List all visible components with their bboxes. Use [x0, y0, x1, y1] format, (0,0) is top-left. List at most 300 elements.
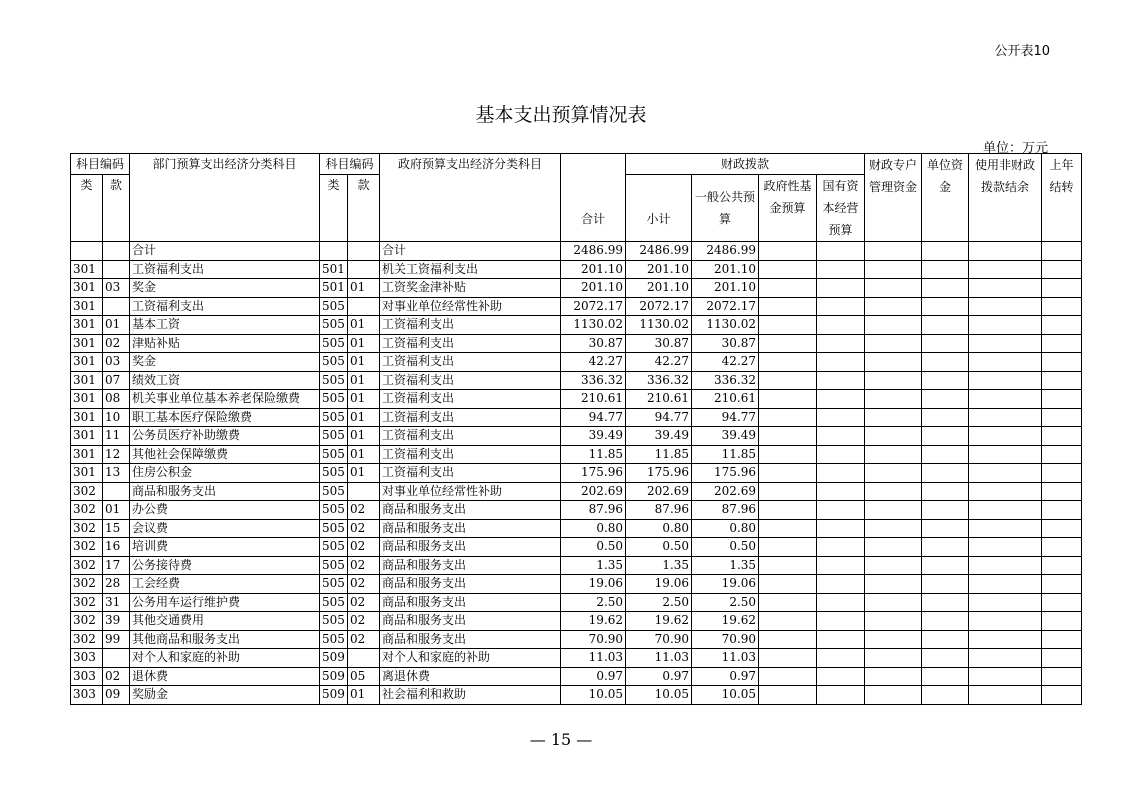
gov-class-code-cell: 505: [320, 612, 348, 631]
special-fund-cell: [865, 519, 922, 538]
dept-subject-cell: 办公费: [130, 501, 320, 520]
special-fund-cell: [865, 390, 922, 409]
state-capital-cell: [817, 686, 865, 705]
state-capital-cell: [817, 445, 865, 464]
special-fund-cell: [865, 297, 922, 316]
table-row: [71, 353, 1082, 372]
gov-subject-cell: 工资福利支出: [380, 353, 561, 372]
general-budget-cell: 1.35: [692, 556, 759, 575]
gov-item-code-cell: 01: [348, 353, 380, 372]
gov-item-code-cell: 02: [348, 519, 380, 538]
gov-fund-cell: [759, 445, 817, 464]
special-fund-cell: [865, 371, 922, 390]
subtotal-cell: 1130.02: [626, 316, 692, 335]
subtotal-header: 小计: [626, 175, 692, 242]
total-cell: 201.10: [561, 260, 626, 279]
special-fund-cell: [865, 575, 922, 594]
table-body: [71, 242, 1082, 705]
item-code-cell: [103, 242, 130, 261]
special-fund-cell: [865, 501, 922, 520]
table-row: [71, 242, 1082, 261]
general-budget-cell: 202.69: [692, 482, 759, 501]
total-cell: 201.10: [561, 279, 626, 298]
gov-subject-cell: 工资福利支出: [380, 334, 561, 353]
table-row: [71, 316, 1082, 335]
total-header: 合计: [561, 154, 626, 242]
general-budget-cell: 2486.99: [692, 242, 759, 261]
unit-fund-cell: [922, 316, 969, 335]
dept-subject-cell: 其他交通费用: [130, 612, 320, 631]
non-fiscal-cell: [969, 279, 1042, 298]
subtotal-cell: 0.50: [626, 538, 692, 557]
gov-fund-cell: [759, 353, 817, 372]
class-code-cell: 302: [71, 501, 103, 520]
unit-fund-cell: [922, 464, 969, 483]
dept-item-header: 款: [103, 175, 130, 242]
gov-fund-cell: [759, 538, 817, 557]
non-fiscal-cell: [969, 464, 1042, 483]
unit-fund-cell: [922, 667, 969, 686]
dept-subject-cell: 奖金: [130, 279, 320, 298]
table-row: [71, 390, 1082, 409]
general-budget-cell: 39.49: [692, 427, 759, 446]
gov-item-code-cell: 01: [348, 390, 380, 409]
gov-class-code-cell: 509: [320, 649, 348, 668]
total-cell: 30.87: [561, 334, 626, 353]
gov-fund-cell: [759, 482, 817, 501]
gov-item-code-cell: 01: [348, 334, 380, 353]
gov-item-code-cell: 02: [348, 630, 380, 649]
last-year-cell: [1042, 649, 1082, 668]
dept-subject-cell: 合计: [130, 242, 320, 261]
general-budget-cell: 2.50: [692, 593, 759, 612]
non-fiscal-cell: [969, 612, 1042, 631]
dept-subject-cell: 会议费: [130, 519, 320, 538]
special-fund-cell: [865, 242, 922, 261]
dept-subject-cell: 奖金: [130, 353, 320, 372]
non-fiscal-cell: [969, 242, 1042, 261]
gov-subject-cell: 工资奖金津补贴: [380, 279, 561, 298]
gov-subject-cell: 社会福利和救助: [380, 686, 561, 705]
gov-item-code-cell: 01: [348, 371, 380, 390]
item-code-cell: 12: [103, 445, 130, 464]
class-code-cell: 302: [71, 630, 103, 649]
dept-subject-cell: 基本工资: [130, 316, 320, 335]
special-fund-cell: [865, 427, 922, 446]
total-cell: 1.35: [561, 556, 626, 575]
special-fund-cell: [865, 686, 922, 705]
gov-subject-cell: 商品和服务支出: [380, 630, 561, 649]
general-budget-cell: 175.96: [692, 464, 759, 483]
last-year-cell: [1042, 242, 1082, 261]
last-year-cell: [1042, 575, 1082, 594]
unit-fund-cell: [922, 612, 969, 631]
subtotal-cell: 87.96: [626, 501, 692, 520]
last-year-cell: [1042, 316, 1082, 335]
total-cell: 336.32: [561, 371, 626, 390]
gov-class-code-cell: 505: [320, 575, 348, 594]
gov-class-code-cell: 505: [320, 630, 348, 649]
gov-subject-cell: 商品和服务支出: [380, 612, 561, 631]
gov-item-code-cell: 01: [348, 408, 380, 427]
total-cell: 0.97: [561, 667, 626, 686]
total-cell: 94.77: [561, 408, 626, 427]
last-year-cell: [1042, 538, 1082, 557]
gov-item-code-cell: 02: [348, 575, 380, 594]
unit-fund-cell: [922, 575, 969, 594]
non-fiscal-cell: [969, 501, 1042, 520]
dept-subject-cell: 培训费: [130, 538, 320, 557]
dept-subject-header: 部门预算支出经济分类科目: [130, 154, 320, 242]
dept-subject-cell: 工资福利支出: [130, 297, 320, 316]
subtotal-cell: 11.03: [626, 649, 692, 668]
gov-item-code-cell: [348, 297, 380, 316]
last-year-cell: [1042, 630, 1082, 649]
last-year-cell: [1042, 519, 1082, 538]
gov-fund-cell: [759, 279, 817, 298]
dept-subject-cell: 对个人和家庭的补助: [130, 649, 320, 668]
gov-fund-cell: [759, 408, 817, 427]
item-code-cell: 11: [103, 427, 130, 446]
special-fund-cell: [865, 556, 922, 575]
last-year-cell: [1042, 612, 1082, 631]
gov-fund-header: 政府性基金预算: [759, 175, 817, 242]
item-code-cell: 09: [103, 686, 130, 705]
gov-subject-cell: 商品和服务支出: [380, 519, 561, 538]
special-fund-cell: [865, 260, 922, 279]
item-code-cell: [103, 260, 130, 279]
gov-fund-cell: [759, 464, 817, 483]
class-code-cell: 303: [71, 667, 103, 686]
special-fund-cell: [865, 612, 922, 631]
unit-fund-cell: [922, 334, 969, 353]
non-fiscal-cell: [969, 667, 1042, 686]
special-fund-cell: [865, 464, 922, 483]
non-fiscal-cell: [969, 353, 1042, 372]
subtotal-cell: 2486.99: [626, 242, 692, 261]
gov-class-code-cell: 505: [320, 297, 348, 316]
gov-fund-cell: [759, 242, 817, 261]
total-cell: 10.05: [561, 686, 626, 705]
class-code-cell: 302: [71, 538, 103, 557]
unit-fund-cell: [922, 482, 969, 501]
total-cell: 87.96: [561, 501, 626, 520]
table-row: [71, 260, 1082, 279]
gov-fund-cell: [759, 390, 817, 409]
subtotal-cell: 0.80: [626, 519, 692, 538]
special-fund-cell: [865, 316, 922, 335]
gov-item-code-cell: 02: [348, 556, 380, 575]
item-code-cell: 08: [103, 390, 130, 409]
state-capital-cell: [817, 538, 865, 557]
dept-subject-cell: 其他商品和服务支出: [130, 630, 320, 649]
table-row: [71, 538, 1082, 557]
non-fiscal-cell: [969, 260, 1042, 279]
last-year-cell: [1042, 371, 1082, 390]
non-fiscal-cell: [969, 593, 1042, 612]
non-fiscal-header: 使用非财政拨款结余: [969, 154, 1042, 242]
total-cell: 2.50: [561, 593, 626, 612]
state-capital-cell: [817, 464, 865, 483]
dept-subject-cell: 津贴补贴: [130, 334, 320, 353]
non-fiscal-cell: [969, 427, 1042, 446]
total-cell: 175.96: [561, 464, 626, 483]
class-code-cell: 301: [71, 427, 103, 446]
subtotal-cell: 19.06: [626, 575, 692, 594]
total-cell: 39.49: [561, 427, 626, 446]
class-code-cell: 301: [71, 260, 103, 279]
class-code-cell: 302: [71, 482, 103, 501]
gov-item-code-cell: [348, 482, 380, 501]
gov-fund-cell: [759, 371, 817, 390]
state-capital-cell: [817, 297, 865, 316]
non-fiscal-cell: [969, 316, 1042, 335]
last-year-cell: [1042, 297, 1082, 316]
table-row: [71, 464, 1082, 483]
class-code-cell: 301: [71, 464, 103, 483]
unit-fund-header: 单位资金: [922, 154, 969, 242]
total-cell: 19.62: [561, 612, 626, 631]
general-budget-cell: 210.61: [692, 390, 759, 409]
unit-fund-cell: [922, 408, 969, 427]
table-row: [71, 279, 1082, 298]
state-capital-cell: [817, 630, 865, 649]
gov-item-code-cell: [348, 649, 380, 668]
general-budget-cell: 0.80: [692, 519, 759, 538]
gov-class-code-cell: 509: [320, 686, 348, 705]
item-code-cell: 31: [103, 593, 130, 612]
gov-subject-cell: 离退休费: [380, 667, 561, 686]
special-fund-cell: [865, 408, 922, 427]
non-fiscal-cell: [969, 297, 1042, 316]
table-row: [71, 686, 1082, 705]
non-fiscal-cell: [969, 686, 1042, 705]
general-budget-cell: 42.27: [692, 353, 759, 372]
gov-class-code-cell: 501: [320, 279, 348, 298]
gov-item-code-cell: 01: [348, 686, 380, 705]
class-code-cell: 301: [71, 445, 103, 464]
gov-class-code-cell: 505: [320, 334, 348, 353]
gov-class-code-cell: 509: [320, 667, 348, 686]
subtotal-cell: 0.97: [626, 667, 692, 686]
general-budget-cell: 0.97: [692, 667, 759, 686]
dept-subject-cell: 退休费: [130, 667, 320, 686]
last-year-cell: [1042, 686, 1082, 705]
subtotal-cell: 2.50: [626, 593, 692, 612]
table-row: [71, 482, 1082, 501]
table-row: [71, 297, 1082, 316]
general-budget-cell: 11.85: [692, 445, 759, 464]
gov-subject-cell: 机关工资福利支出: [380, 260, 561, 279]
gov-fund-cell: [759, 630, 817, 649]
unit-fund-cell: [922, 390, 969, 409]
class-code-cell: [71, 242, 103, 261]
unit-fund-cell: [922, 501, 969, 520]
unit-fund-cell: [922, 297, 969, 316]
class-code-cell: 301: [71, 408, 103, 427]
unit-fund-cell: [922, 427, 969, 446]
general-budget-cell: 201.10: [692, 279, 759, 298]
unit-label: 单位：万元: [982, 141, 1048, 156]
gov-subject-cell: 工资福利支出: [380, 464, 561, 483]
state-capital-header: 国有资本经营预算: [817, 175, 865, 242]
item-code-cell: 17: [103, 556, 130, 575]
state-capital-cell: [817, 371, 865, 390]
class-code-cell: 301: [71, 353, 103, 372]
dept-subject-cell: 商品和服务支出: [130, 482, 320, 501]
table-row: [71, 427, 1082, 446]
gov-class-code-cell: 505: [320, 519, 348, 538]
general-budget-cell: 2072.17: [692, 297, 759, 316]
item-code-cell: [103, 297, 130, 316]
gov-class-code-cell: 501: [320, 260, 348, 279]
item-code-cell: 03: [103, 279, 130, 298]
general-budget-cell: 19.06: [692, 575, 759, 594]
dept-subject-cell: 公务用车运行维护费: [130, 593, 320, 612]
total-cell: 0.50: [561, 538, 626, 557]
non-fiscal-cell: [969, 649, 1042, 668]
gov-fund-cell: [759, 686, 817, 705]
special-fund-cell: [865, 353, 922, 372]
gov-item-code-cell: [348, 242, 380, 261]
last-year-cell: [1042, 334, 1082, 353]
last-year-cell: [1042, 353, 1082, 372]
gov-fund-cell: [759, 501, 817, 520]
gov-subject-cell: 工资福利支出: [380, 390, 561, 409]
subtotal-cell: 19.62: [626, 612, 692, 631]
total-cell: 210.61: [561, 390, 626, 409]
special-fund-cell: [865, 593, 922, 612]
gov-item-code-cell: 01: [348, 427, 380, 446]
last-year-cell: [1042, 408, 1082, 427]
gov-fund-cell: [759, 667, 817, 686]
gov-subject-cell: 商品和服务支出: [380, 538, 561, 557]
table-row: [71, 408, 1082, 427]
gov-class-code-cell: 505: [320, 593, 348, 612]
table-row: [71, 556, 1082, 575]
state-capital-cell: [817, 390, 865, 409]
gov-subject-cell: 工资福利支出: [380, 316, 561, 335]
last-year-cell: [1042, 279, 1082, 298]
special-fund-cell: [865, 445, 922, 464]
dept-class-header: 类: [71, 175, 103, 242]
gov-class-code-cell: 505: [320, 556, 348, 575]
unit-fund-cell: [922, 279, 969, 298]
gov-subject-cell: 对事业单位经常性补助: [380, 297, 561, 316]
class-code-cell: 302: [71, 556, 103, 575]
dept-subject-cell: 奖励金: [130, 686, 320, 705]
class-code-cell: 301: [71, 371, 103, 390]
gov-subject-cell: 商品和服务支出: [380, 593, 561, 612]
gov-fund-cell: [759, 260, 817, 279]
last-year-header: 上年结转: [1042, 154, 1082, 242]
dept-subject-cell: 机关事业单位基本养老保险缴费: [130, 390, 320, 409]
gov-item-code-cell: [348, 260, 380, 279]
non-fiscal-cell: [969, 371, 1042, 390]
subtotal-cell: 11.85: [626, 445, 692, 464]
dept-subject-cell: 公务接待费: [130, 556, 320, 575]
subtotal-cell: 94.77: [626, 408, 692, 427]
total-cell: 1130.02: [561, 316, 626, 335]
dept-subject-cell: 工资福利支出: [130, 260, 320, 279]
gov-subject-cell: 商品和服务支出: [380, 575, 561, 594]
gov-fund-cell: [759, 427, 817, 446]
special-fund-cell: [865, 334, 922, 353]
unit-fund-cell: [922, 686, 969, 705]
item-code-cell: 02: [103, 667, 130, 686]
gov-class-code-cell: 505: [320, 316, 348, 335]
special-fund-cell: [865, 630, 922, 649]
subtotal-cell: 202.69: [626, 482, 692, 501]
gov-item-code-cell: 01: [348, 316, 380, 335]
special-fund-cell: [865, 482, 922, 501]
item-code-cell: 07: [103, 371, 130, 390]
item-code-cell: 39: [103, 612, 130, 631]
non-fiscal-cell: [969, 556, 1042, 575]
table-row: [71, 501, 1082, 520]
gov-fund-cell: [759, 649, 817, 668]
total-cell: 42.27: [561, 353, 626, 372]
dept-subject-cell: 公务员医疗补助缴费: [130, 427, 320, 446]
item-code-cell: 03: [103, 353, 130, 372]
general-budget-cell: 1130.02: [692, 316, 759, 335]
last-year-cell: [1042, 464, 1082, 483]
subtotal-cell: 201.10: [626, 279, 692, 298]
gov-item-code-cell: 01: [348, 445, 380, 464]
last-year-cell: [1042, 445, 1082, 464]
unit-fund-cell: [922, 519, 969, 538]
class-code-cell: 301: [71, 316, 103, 335]
class-code-cell: 303: [71, 686, 103, 705]
last-year-cell: [1042, 667, 1082, 686]
unit-fund-cell: [922, 593, 969, 612]
general-budget-cell: 70.90: [692, 630, 759, 649]
gov-subject-cell: 商品和服务支出: [380, 556, 561, 575]
class-code-cell: 301: [71, 279, 103, 298]
gov-subject-cell: 商品和服务支出: [380, 501, 561, 520]
budget-table: [70, 153, 1082, 705]
gov-fund-cell: [759, 593, 817, 612]
state-capital-cell: [817, 575, 865, 594]
gov-subject-cell: 工资福利支出: [380, 427, 561, 446]
table-id: 公开表10: [994, 44, 1050, 59]
general-header: 一般公共预算: [692, 175, 759, 242]
state-capital-cell: [817, 519, 865, 538]
state-capital-cell: [817, 408, 865, 427]
state-capital-cell: [817, 279, 865, 298]
item-code-cell: 16: [103, 538, 130, 557]
state-capital-cell: [817, 353, 865, 372]
class-code-cell: 302: [71, 593, 103, 612]
gov-item-code-cell: 01: [348, 279, 380, 298]
subtotal-cell: 336.32: [626, 371, 692, 390]
item-code-cell: 10: [103, 408, 130, 427]
general-budget-cell: 336.32: [692, 371, 759, 390]
gov-class-code-cell: 505: [320, 427, 348, 446]
class-code-cell: 302: [71, 519, 103, 538]
total-cell: 19.06: [561, 575, 626, 594]
total-cell: 70.90: [561, 630, 626, 649]
state-capital-cell: [817, 649, 865, 668]
dept-subject-cell: 职工基本医疗保险缴费: [130, 408, 320, 427]
unit-fund-cell: [922, 242, 969, 261]
gov-class-code-cell: 505: [320, 538, 348, 557]
subtotal-cell: 1.35: [626, 556, 692, 575]
non-fiscal-cell: [969, 575, 1042, 594]
state-capital-cell: [817, 334, 865, 353]
general-budget-cell: 201.10: [692, 260, 759, 279]
general-budget-cell: 0.50: [692, 538, 759, 557]
